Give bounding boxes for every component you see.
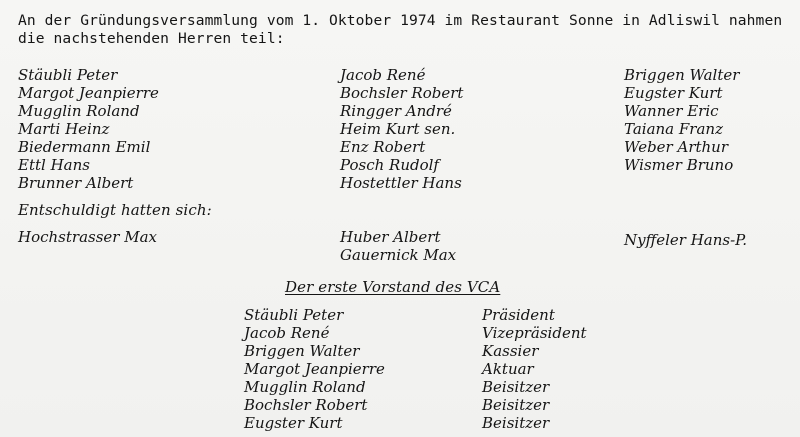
excused-column-2: [340, 228, 456, 264]
board-member-role: Beisitzer: [482, 396, 550, 414]
board-member-role: Beisitzer: [482, 378, 550, 396]
board-member-role: Kassier: [482, 342, 539, 360]
excused-column-1: [18, 228, 157, 246]
board-member-name: Briggen Walter: [244, 342, 360, 360]
participant-name: Briggen Walter: [624, 66, 740, 84]
participant-name: Enz Robert: [340, 138, 426, 156]
participant-name: Posch Rudolf: [340, 156, 439, 174]
excused-column-3: [624, 231, 747, 249]
participant-name: Eugster Kurt: [624, 84, 723, 102]
participants-column-2: [340, 66, 463, 192]
board-member-name: Mugglin Roland: [244, 378, 366, 396]
participant-name: Hostettler Hans: [340, 174, 462, 192]
board-member-name: Eugster Kurt: [244, 414, 343, 432]
participant-name: Marti Heinz: [18, 120, 110, 138]
participant-name: Wanner Eric: [624, 102, 719, 120]
board-member-name: Margot Jeanpierre: [244, 360, 385, 378]
participants-column-1: [18, 66, 159, 192]
excused-name: Hochstrasser Max: [18, 228, 157, 246]
excused-name: Huber Albert: [340, 228, 441, 246]
intro-line-2: die nachstehenden Herren teil:: [18, 30, 285, 47]
participant-name: Ringger André: [340, 102, 452, 120]
intro-line-1: An der Gründungsversammlung vom 1. Oktober 1974 im Restaurant Sonne in Adliswil nahmen: [18, 12, 783, 29]
board-member-role: Aktuar: [482, 360, 534, 378]
board-member-role: Beisitzer: [482, 414, 550, 432]
board-member-name: Jacob René: [244, 324, 330, 342]
participant-name: Ettl Hans: [18, 156, 90, 174]
participant-name: Jacob René: [340, 66, 426, 84]
board-member-name: Bochsler Robert: [244, 396, 368, 414]
participant-name: Taiana Franz: [624, 120, 723, 138]
participant-name: Brunner Albert: [18, 174, 134, 192]
participant-name: Bochsler Robert: [340, 84, 464, 102]
participant-name: Stäubli Peter: [18, 66, 118, 84]
board-member-role: Präsident: [482, 306, 555, 324]
participant-name: Wismer Bruno: [624, 156, 734, 174]
participants-column-3: [624, 66, 739, 174]
board-member-role: Vizepräsident: [482, 324, 587, 342]
excused-name: Nyffeler Hans-P.: [624, 231, 747, 249]
board-roles-column: [482, 306, 587, 432]
board-heading: Der erste Vorstand des VCA: [285, 278, 501, 296]
board-member-name: Stäubli Peter: [244, 306, 344, 324]
participant-name: Biedermann Emil: [18, 138, 151, 156]
participant-name: Weber Arthur: [624, 138, 729, 156]
participant-name: Mugglin Roland: [18, 102, 140, 120]
participant-name: Margot Jeanpierre: [18, 84, 159, 102]
board-names-column: [244, 306, 385, 432]
excused-label: Entschuldigt hatten sich:: [18, 201, 212, 219]
excused-name: Gauernick Max: [340, 246, 457, 264]
participant-name: Heim Kurt sen.: [340, 120, 456, 138]
